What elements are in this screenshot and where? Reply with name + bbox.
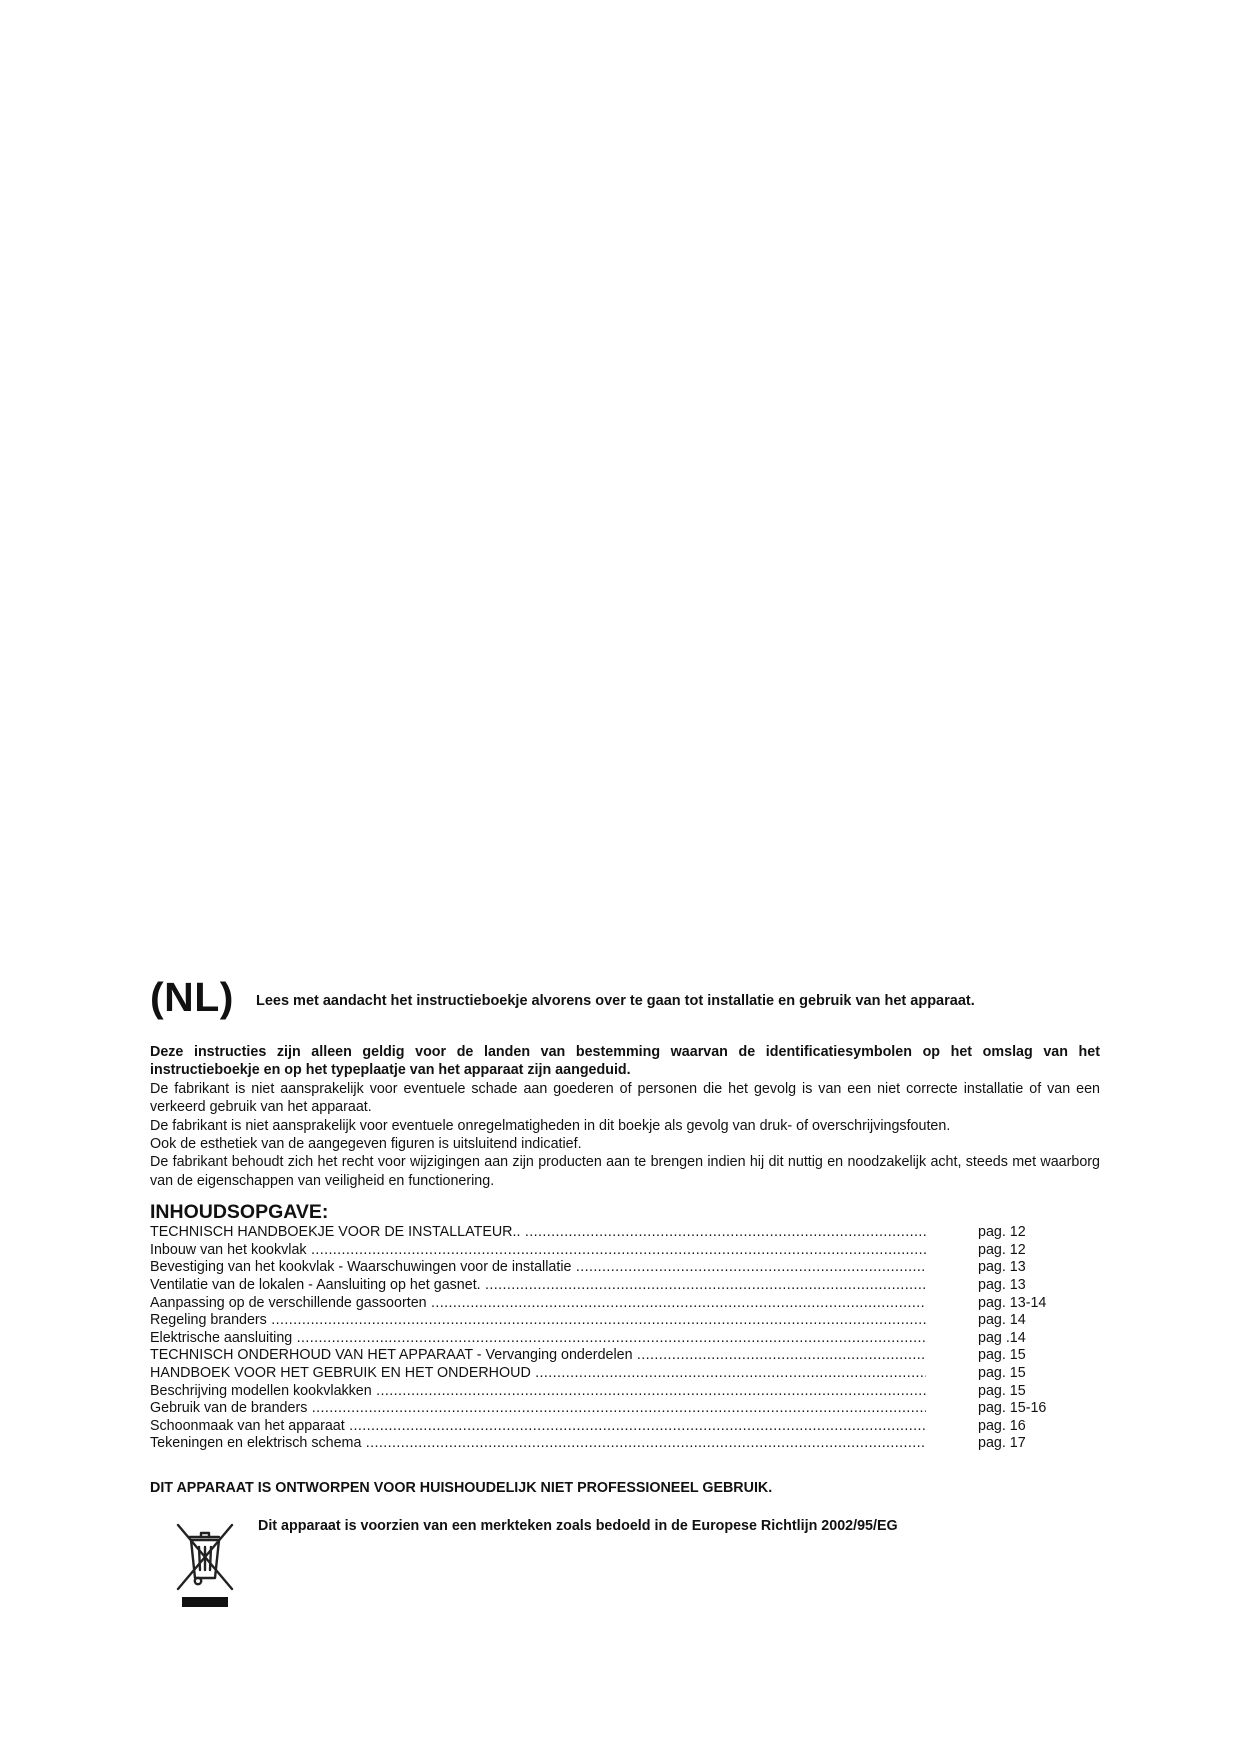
intro-paragraph: De fabrikant is niet aansprakelijk voor eventuele onregelmatigheden in dit boekje als gevolg van druk- of overschrijvingsfouten. — [150, 1117, 951, 1134]
toc-row — [150, 1418, 1100, 1436]
toc-row — [150, 1295, 1100, 1313]
crossed-out-wheelie-bin-icon — [172, 1517, 238, 1612]
toc-label: TECHNISCH HANDBOEKJE VOOR DE INSTALLATEUR.. ..... — [150, 1224, 926, 1241]
toc-label: HANDBOEK VOOR HET GEBRUIK EN HET ONDERHOUD ..... — [150, 1365, 926, 1382]
toc-row — [150, 1383, 1100, 1401]
toc-page: pag. 13 — [978, 1259, 1026, 1276]
toc-page: pag. 12 — [978, 1241, 1026, 1258]
toc-row — [150, 1347, 1100, 1365]
weee-directive-text: Dit apparaat is voorzien van een merkteken zoals bedoeld in de Europese Richtlijn 2002/95/EG — [258, 1517, 898, 1534]
toc-label: Inbouw van het kookvlak ..... — [150, 1242, 926, 1259]
intro-paragraph: Ook de esthetiek van de aangegeven figuren is uitsluitend indicatief. — [150, 1136, 582, 1153]
toc-label: Bevestiging van het kookvlak - Waarschuwingen voor de installatie ..... — [150, 1259, 926, 1276]
toc-label: Beschrijving modellen kookvlakken ..... — [150, 1383, 926, 1400]
toc-page: pag. 15-16 — [978, 1400, 1047, 1417]
toc-page: pag. 16 — [978, 1417, 1026, 1434]
intro-paragraph: De fabrikant behoudt zich het recht voor wijzigingen aan zijn producten aan te brengen indien hij dit nuttig en noodzakelijk acht, steeds met waarborg van de eigenschappen van veiligheid en functionering. — [150, 1154, 1100, 1189]
toc-label: Ventilatie van de lokalen - Aansluiting op het gasnet. ..... — [150, 1277, 926, 1294]
toc-label: TECHNISCH ONDERHOUD VAN HET APPARAAT - Vervanging onderdelen ..... — [150, 1347, 926, 1364]
header-instruction: Lees met aandacht het instructieboekje alvorens over te gaan tot installatie en gebruik van het apparaat. — [255, 993, 975, 1009]
document-content — [150, 975, 1100, 1612]
toc-label: Aanpassing op de verschillende gassoorten ..... — [150, 1295, 926, 1312]
toc-page: pag. 17 — [978, 1435, 1026, 1452]
intro-section — [150, 1043, 1100, 1190]
toc-page: pag. 15 — [978, 1382, 1026, 1399]
toc-row — [150, 1277, 1100, 1295]
toc-label: Schoonmaak van het apparaat ..... — [150, 1418, 926, 1435]
toc-row — [150, 1330, 1100, 1348]
validity-statement: Deze instructies zijn alleen geldig voor de landen van bestemming waarvan de identificatiesymbolen op het omslag van het instructieboekje en op het typeplaatje van het apparaat zijn aangeduid. — [150, 1044, 1100, 1079]
toc-row — [150, 1259, 1100, 1277]
toc-label: Gebruik van de branders ..... — [150, 1400, 926, 1417]
toc-page: pag. 12 — [978, 1224, 1026, 1241]
toc-row — [150, 1400, 1100, 1418]
toc-label: Tekeningen en elektrisch schema ..... — [150, 1435, 926, 1452]
household-use-notice: DIT APPARAAT IS ONTWORPEN VOOR HUISHOUDELIJK NIET PROFESSIONEEL GEBRUIK. — [150, 1479, 773, 1496]
toc-page: pag. 13-14 — [978, 1294, 1047, 1311]
table-of-contents — [150, 1224, 1100, 1453]
toc-page: pag .14 — [978, 1329, 1026, 1346]
toc-page: pag. 15 — [978, 1365, 1026, 1381]
toc-title: INHOUDSOPGAVE: — [150, 1201, 329, 1224]
toc-label: Regeling branders ..... — [150, 1312, 926, 1329]
toc-page: pag. 13 — [978, 1277, 1026, 1294]
toc-row — [150, 1242, 1100, 1260]
header — [150, 975, 1100, 1025]
toc-row — [150, 1312, 1100, 1330]
toc-page: pag. 14 — [978, 1312, 1026, 1329]
toc-row — [150, 1224, 1100, 1242]
toc-row — [150, 1365, 1100, 1383]
language-code: (NL) — [150, 974, 234, 1020]
toc-page: pag. 15 — [978, 1347, 1026, 1364]
toc-row — [150, 1435, 1100, 1453]
weee-section — [150, 1517, 1100, 1612]
intro-paragraph: De fabrikant is niet aansprakelijk voor eventuele schade aan goederen of personen die het gevolg is van een niet correcte installatie of van een verkeerd gebruik van het apparaat. — [150, 1080, 1100, 1116]
toc-label: Elektrische aansluiting ..... — [150, 1330, 926, 1347]
